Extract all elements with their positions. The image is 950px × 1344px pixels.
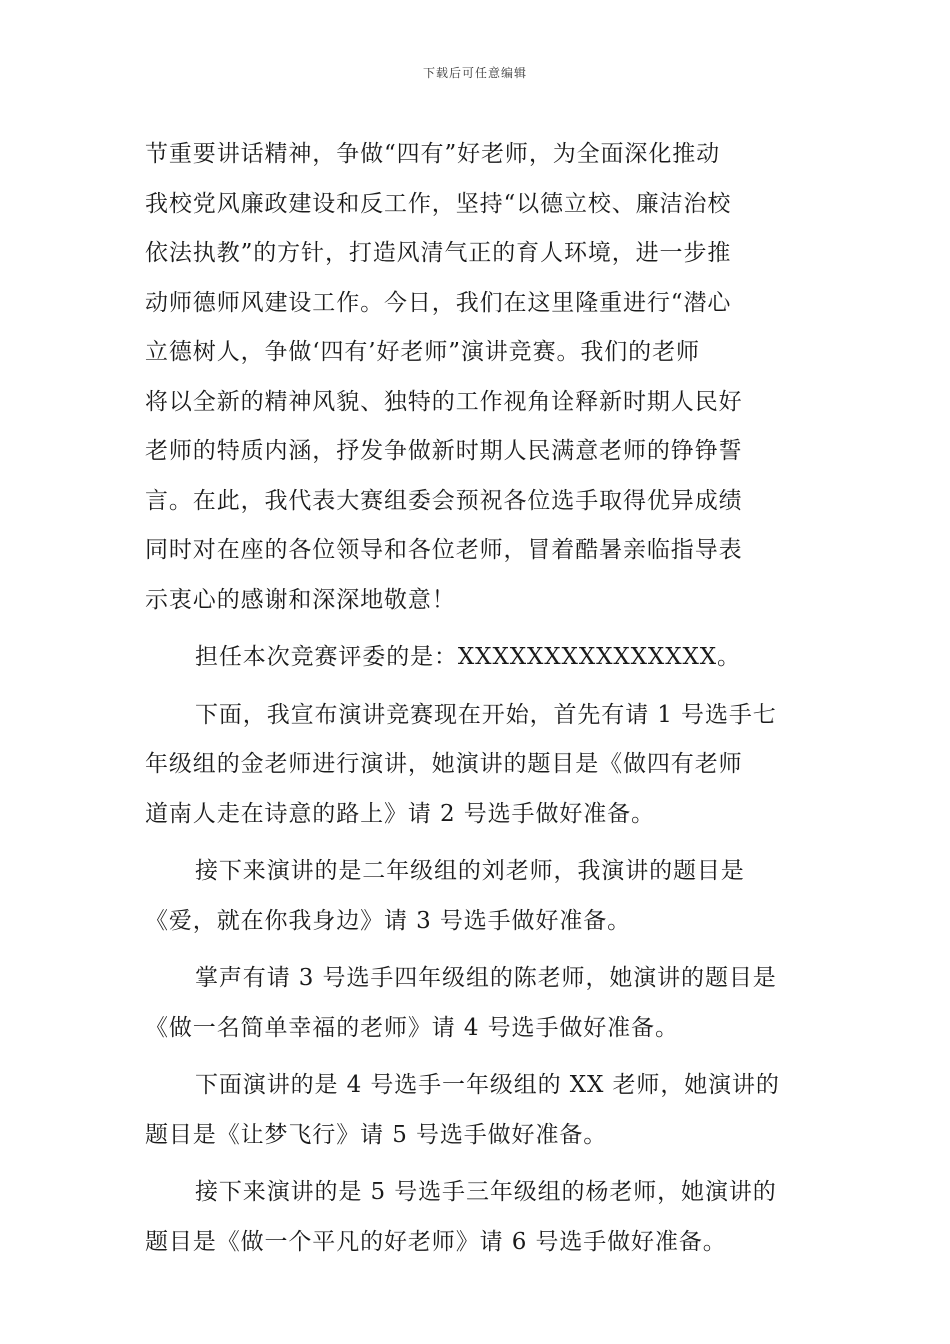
text-line: 我校党风廉政建设和反工作，坚持“以德立校、廉洁治校 (145, 190, 732, 217)
text-line: 下面演讲的是 4 号选手一年级组的 XX 老师，她演讲的 (195, 1072, 780, 1098)
text-line: 动师德师风建设工作。今日，我们在这里隆重进行“潜心 (145, 289, 732, 316)
text-line: 节重要讲话精神，争做“四有”好老师，为全面深化推动 (145, 141, 721, 167)
document-body (145, 130, 810, 1267)
paragraph-speaker-4 (145, 1061, 810, 1160)
text-line: 接下来演讲的是 5 号选手三年级组的杨老师，她演讲的 (195, 1179, 777, 1205)
text-line: 将以全新的精神风貌、独特的工作视角诠释新时期人民好 (145, 388, 743, 415)
text-line: 年级组的金老师进行演讲，她演讲的题目是《做四有老师 (145, 751, 743, 777)
text-line: 示衷心的感谢和深深地敬意！ (145, 586, 456, 613)
text-line: 题目是《让梦飞行》请 5 号选手做好准备。 (145, 1121, 608, 1148)
paragraph-speaker-3 (145, 954, 810, 1053)
page-header: 下载后可任意编辑 (422, 66, 527, 80)
text-line: 道南人走在诗意的路上》请 2 号选手做好准备。 (145, 800, 655, 827)
paragraph-judges (145, 633, 810, 683)
text-line: 担任本次竞赛评委的是：XXXXXXXXXXXXXXX。 (195, 644, 741, 670)
paragraph-intro (145, 130, 810, 625)
text-line: 题目是《做一个平凡的好老师》请 6 号选手做好准备。 (145, 1228, 727, 1255)
text-line: 同时对在座的各位领导和各位老师，冒着酷暑亲临指导表 (145, 537, 743, 563)
text-line: 言。在此，我代表大赛组委会预祝各位选手取得优异成绩 (145, 487, 743, 514)
text-line: 《爱，就在你我身边》请 3 号选手做好准备。 (145, 907, 632, 934)
paragraph-speaker-5 (145, 1168, 810, 1267)
text-line: 掌声有请 3 号选手四年级组的陈老师，她演讲的题目是 (195, 965, 777, 991)
text-line: 立德树人，争做‘四有’好老师”演讲竞赛。我们的老师 (145, 339, 700, 365)
paragraph-speaker-2 (145, 847, 810, 946)
text-line: 接下来演讲的是二年级组的刘老师，我演讲的题目是 (195, 858, 745, 884)
text-line: 《做一名简单幸福的老师》请 4 号选手做好准备。 (145, 1014, 679, 1041)
text-line: 下面，我宣布演讲竞赛现在开始，首先有请 1 号选手七 (195, 701, 777, 728)
text-line: 老师的特质内涵，抒发争做新时期人民满意老师的铮铮誓 (145, 438, 743, 464)
paragraph-speaker-1 (145, 691, 810, 840)
text-line: 依法执教”的方针，打造风清气正的育人环境，进一步推 (145, 240, 732, 266)
